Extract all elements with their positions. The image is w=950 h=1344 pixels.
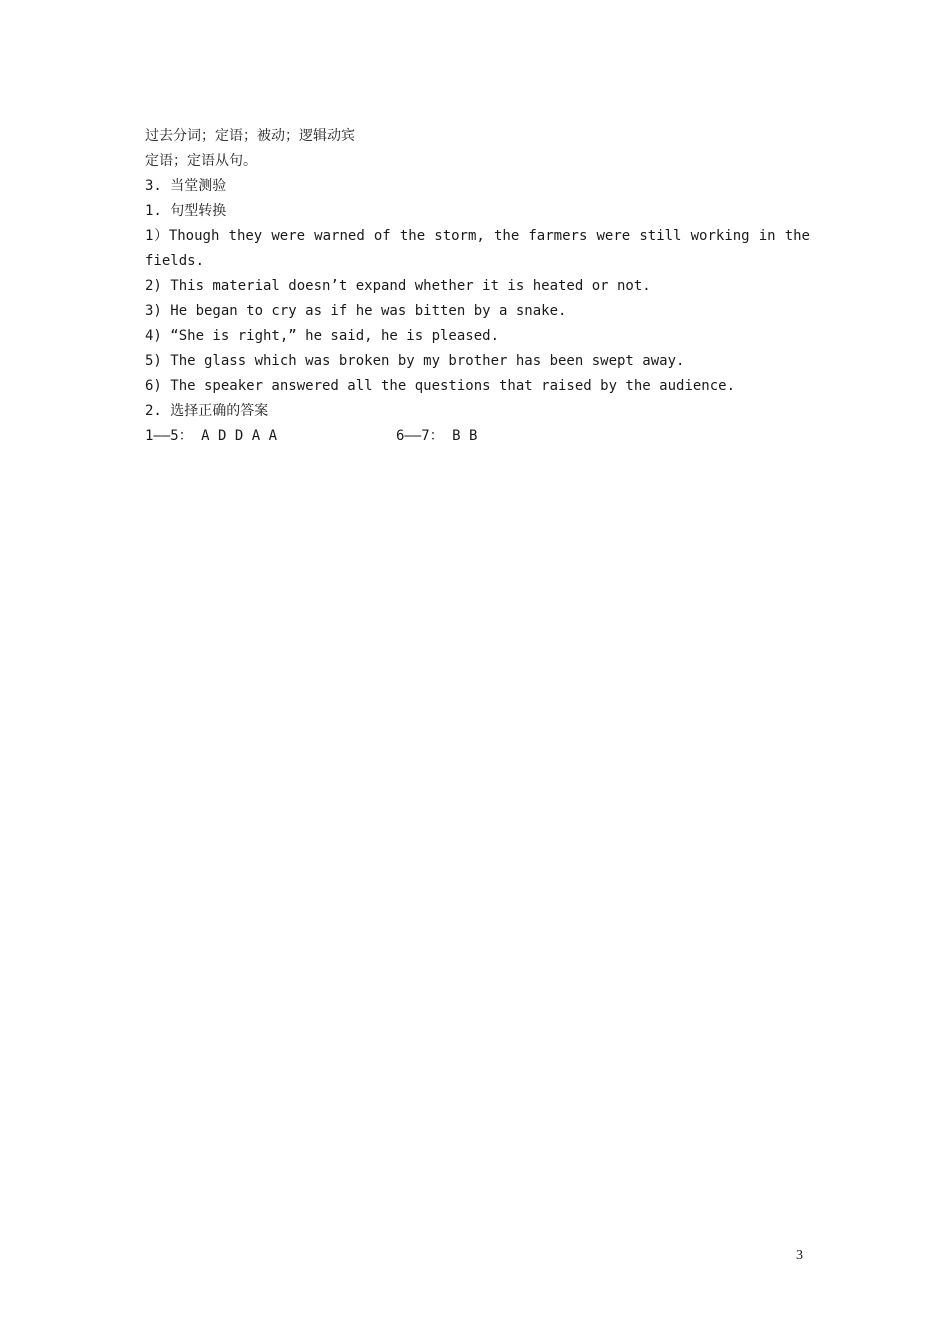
- sentence-item-2: 2) This material doesn’t expand whether it is heated or not.: [145, 278, 651, 294]
- subsection-heading-choose-answer: 2. 选择正确的答案: [145, 403, 269, 419]
- page-number: 3: [796, 1248, 803, 1263]
- sentence-item-3: 3) He began to cry as if he was bitten by a snake.: [145, 303, 567, 319]
- answer-line-past-participle: 过去分词；定语；被动；逻辑动宾: [145, 128, 355, 144]
- document-body: [145, 124, 819, 449]
- answer-key-row: [145, 424, 810, 449]
- sentence-item-5: 5) The glass which was broken by my brother has been swept away.: [145, 353, 685, 369]
- sentence-item-4: 4) “She is right,” he said, he is pleased.: [145, 328, 500, 344]
- section-heading-quiz: 3. 当堂测验: [145, 178, 227, 194]
- sentence-item-6: 6) The speaker answered all the questions that raised by the audience.: [145, 378, 736, 394]
- answer-line-attributive-clause: 定语；定语从句。: [145, 153, 257, 169]
- sentence-item-1: 1）Though they were warned of the storm, the farmers were still working in the fields.: [145, 228, 819, 269]
- answer-key-1-5: 1——5： A D D A A: [145, 428, 278, 444]
- answer-key-6-7: 6——7： B B: [396, 428, 478, 444]
- subsection-heading-sentence-transform: 1. 句型转换: [145, 203, 227, 219]
